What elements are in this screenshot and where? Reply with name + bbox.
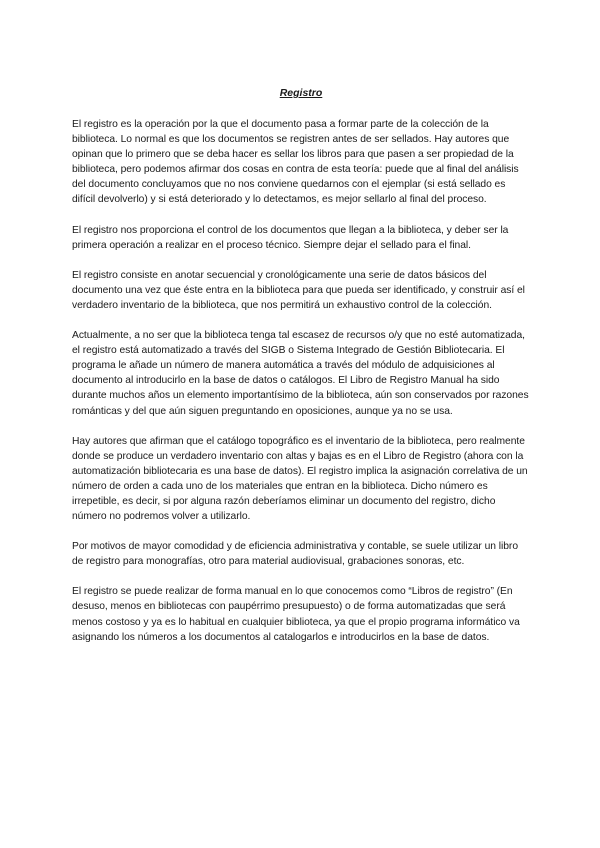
paragraph-7: El registro se puede realizar de forma manual en lo que conocemos como “Libros de registro” (En desuso, menos en bibliotecas con paupérrimo presupuesto) o de forma automatizadas que será menos costoso y ya es lo habitual en cualquier biblioteca, ya que el propio programa informático va asignando los números a los documentos al catalogarlos e introducirlos en la base de datos. <box>72 586 520 643</box>
document-page <box>72 86 530 660</box>
paragraph-4: Actualmente, a no ser que la biblioteca tenga tal escasez de recursos o/y que no esté automatizada, el registro está automatizado a través del SIGB o Sistema Integrado de Gestión Bibliotecaria. El programa le añade un número de manera automática a través del módulo de adquisiciones al documento al introducirlo en la base de datos o catálogos. El Libro de Registro Manual ha sido durante muchos años un elemento importantísimo de la biblioteca, aún son conservados por razones románticas y del que aún siguen preguntando en oposiciones, aunque ya no se usa. <box>72 330 529 417</box>
document-title: Registro <box>279 87 323 99</box>
paragraph-2: El registro nos proporciona el control de los documentos que llegan a la biblioteca, y deber ser la primera operación a realizar en el proceso técnico. Siempre dejar el sellado para el final. <box>72 224 509 251</box>
paragraph-1: El registro es la operación por la que el documento pasa a formar parte de la colección de la biblioteca. Lo normal es que los documentos se registren antes de ser sellados. Hay autores que opinan que lo primero que se deba hacer es sellar los libros para que pasen a ser propiedad de la biblioteca, pero podemos afirmar dos cosas en contra de esta teoría: puede que al final del análisis del documento concluyamos que no nos conviene quedarnos con el ejemplar (si está sellado es difícil devolverlo) y si está deteriorado y lo detectamos, es mejor sellarlo al final del proceso. <box>72 119 519 206</box>
paragraph-6: Por motivos de mayor comodidad y de eficiencia administrativa y contable, se suele utilizar un libro de registro para monografías, otro para material audiovisual, grabaciones sonoras, etc. <box>72 541 518 568</box>
paragraph-3: El registro consiste en anotar secuencial y cronológicamente una serie de datos básicos del documento una vez que éste entra en la biblioteca para que pueda ser identificado, y construir así el verdadero inventario de la biblioteca, que nos permitirá un exhaustivo control de la colección. <box>72 269 525 311</box>
paragraph-5: Hay autores que afirman que el catálogo topográfico es el inventario de la biblioteca, pero realmente donde se produce un verdadero inventario con altas y bajas es en el Libro de Registro (ahora con la automatización bibliotecaria es una base de datos). El registro implica la asignación correlativa de un número de orden a cada uno de los materiales que entran en la biblioteca. Dicho número es irrepetible, es decir, si por alguna razón deberíamos eliminar un documento del registro, dicho número no podremos volver a utilizarlo. <box>72 435 528 523</box>
